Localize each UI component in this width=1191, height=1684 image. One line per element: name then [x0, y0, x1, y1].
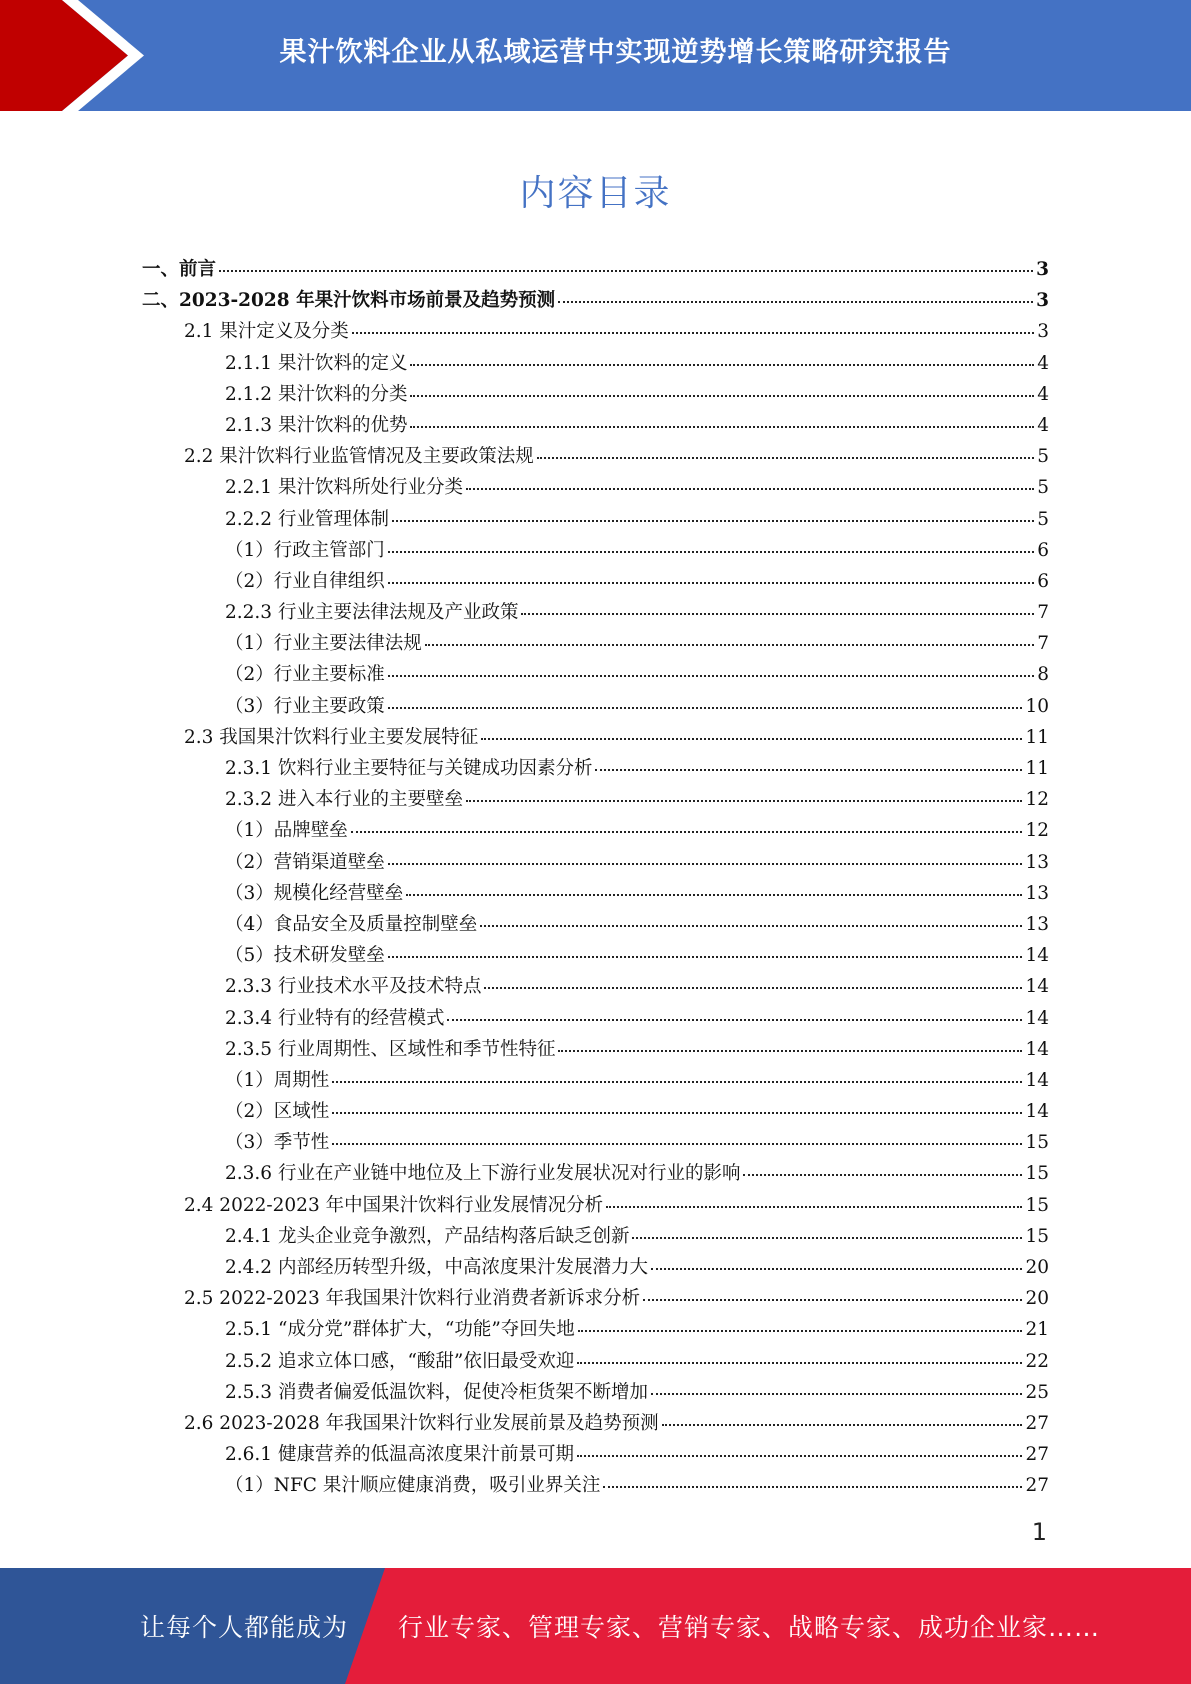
toc-dot-leader: [480, 908, 1022, 927]
toc-entry[interactable]: [142, 1284, 1049, 1315]
toc-entry-page: 6: [1037, 539, 1049, 561]
toc-dot-leader: [351, 815, 1023, 834]
toc-dot-leader: [410, 347, 1034, 366]
toc-entry-page: 20: [1025, 1288, 1049, 1310]
toc-entry-page: 5: [1037, 477, 1049, 499]
footer-band: [0, 1568, 1191, 1684]
toc-entry[interactable]: [142, 723, 1049, 754]
toc-dot-leader: [406, 877, 1022, 896]
toc-entry-label: （1）NFC 果汁顺应健康消费，吸引业界关注: [225, 1475, 601, 1497]
toc-dot-leader: [606, 1189, 1022, 1208]
toc-entry[interactable]: [142, 1347, 1049, 1378]
toc-entry[interactable]: [142, 1378, 1049, 1409]
toc-entry[interactable]: [142, 286, 1049, 317]
page-number: 1: [1031, 1518, 1047, 1546]
toc-entry[interactable]: [142, 1191, 1049, 1222]
toc-entry-label: 2.1.1 果汁饮料的定义: [225, 352, 408, 374]
toc-entry-page: 4: [1037, 352, 1049, 374]
toc-entry-page: 13: [1025, 851, 1049, 873]
toc-entry-page: 20: [1025, 1257, 1049, 1278]
toc-entry-page: 15: [1025, 1132, 1049, 1154]
toc-entry[interactable]: [142, 505, 1049, 536]
toc-entry-label: （3）行业主要政策: [225, 695, 385, 717]
footer-slogan-left: 让每个人都能成为: [140, 1613, 349, 1642]
toc-entry[interactable]: [142, 972, 1049, 1003]
toc-entry[interactable]: [142, 380, 1049, 411]
toc-dot-leader: [558, 1033, 1022, 1052]
toc-entry[interactable]: [142, 411, 1049, 442]
table-of-contents: [142, 255, 1049, 1503]
toc-entry-page: 14: [1025, 1038, 1049, 1060]
toc-entry-label: （3）季节性: [225, 1132, 330, 1154]
toc-entry-label: （1）周期性: [225, 1069, 330, 1091]
toc-entry-label: 2.2.3 行业主要法律法规及产业政策: [225, 602, 519, 624]
toc-entry-page: 5: [1037, 446, 1049, 468]
toc-entry-label: 2.6.1 健康营养的低温高浓度果汁前景可期: [225, 1444, 574, 1466]
toc-entry[interactable]: [142, 1066, 1049, 1097]
toc-entry[interactable]: [142, 255, 1049, 286]
toc-entry[interactable]: [142, 754, 1049, 785]
toc-entry-label: （3）规模化经营壁垒: [225, 882, 404, 904]
toc-entry-label: 2.2 果汁饮料行业监管情况及主要政策法规: [184, 446, 534, 468]
toc-entry-page: 14: [1025, 1007, 1049, 1029]
toc-entry-page: 27: [1025, 1475, 1049, 1497]
toc-dot-leader: [388, 846, 1023, 865]
toc-entry-label: （1）行业主要法律法规: [225, 633, 422, 655]
toc-entry-page: 14: [1025, 1069, 1049, 1091]
toc-entry-page: 10: [1025, 695, 1049, 717]
toc-entry[interactable]: [142, 1159, 1049, 1190]
toc-dot-leader: [662, 1407, 1023, 1426]
toc-dot-leader: [743, 1158, 1022, 1177]
footer-slogan-right: 行业专家、管理专家、营销专家、战略专家、成功企业家……: [398, 1613, 1101, 1642]
toc-entry-label: 一、前言: [142, 259, 217, 280]
toc-dot-leader: [466, 472, 1034, 491]
toc-dot-leader: [332, 1095, 1022, 1114]
toc-entry[interactable]: [142, 910, 1049, 941]
toc-entry[interactable]: [142, 317, 1049, 348]
toc-entry-page: 15: [1025, 1194, 1049, 1216]
toc-dot-leader: [632, 1220, 1022, 1239]
toc-entry-label: 二、2023-2028 年果汁饮料市场前景及趋势预测: [142, 290, 556, 312]
toc-dot-leader: [577, 1438, 1022, 1457]
toc-entry-label: 2.3.2 进入本行业的主要壁垒: [225, 789, 463, 811]
toc-dot-leader: [447, 1002, 1022, 1021]
toc-dot-leader: [578, 1314, 1023, 1333]
toc-entry-label: 2.2.1 果汁饮料所处行业分类: [225, 477, 463, 499]
toc-entry-page: 5: [1037, 508, 1049, 530]
toc-entry[interactable]: [142, 1440, 1049, 1471]
toc-entry-label: （2）行业自律组织: [225, 570, 385, 592]
toc-entry[interactable]: [142, 1097, 1049, 1128]
toc-entry-label: （2）营销渠道壁垒: [225, 851, 385, 873]
toc-entry-page: 7: [1037, 633, 1049, 655]
toc-entry-label: （5）技术研发壁垒: [225, 945, 385, 967]
toc-entry-page: 14: [1025, 1101, 1049, 1123]
toc-entry-page: 13: [1025, 882, 1049, 904]
toc-entry-label: 2.3 我国果汁饮料行业主要发展特征: [184, 726, 479, 748]
toc-entry-page: 3: [1036, 259, 1049, 280]
toc-entry-label: 2.3.5 行业周期性、区域性和季节性特征: [225, 1038, 556, 1060]
toc-dot-leader: [332, 1127, 1022, 1146]
toc-entry[interactable]: [142, 567, 1049, 598]
toc-dot-leader: [388, 690, 1023, 709]
toc-entry-label: 2.4.2 内部经历转型升级，中高浓度果汁发展潜力大: [225, 1257, 648, 1278]
toc-entry-label: （2）区域性: [225, 1101, 330, 1123]
toc-entry-page: 22: [1025, 1350, 1049, 1372]
toc-dot-leader: [643, 1283, 1022, 1302]
toc-entry-page: 8: [1037, 664, 1049, 686]
toc-entry-page: 4: [1037, 383, 1049, 405]
toc-dot-leader: [388, 534, 1034, 553]
toc-entry-page: 13: [1025, 913, 1049, 935]
toc-entry-label: 2.4.1 龙头企业竞争激烈，产品结构落后缺乏创新: [225, 1225, 630, 1247]
toc-entry-label: （1）行政主管部门: [225, 539, 385, 561]
toc-entry-page: 6: [1037, 570, 1049, 592]
toc-dot-leader: [537, 440, 1034, 459]
toc-dot-leader: [521, 596, 1034, 615]
toc-entry[interactable]: [142, 941, 1049, 972]
toc-entry[interactable]: [142, 536, 1049, 567]
toc-entry[interactable]: [142, 1471, 1049, 1502]
toc-dot-leader: [595, 752, 1022, 771]
toc-entry[interactable]: [142, 816, 1049, 847]
toc-dot-leader: [388, 939, 1023, 958]
toc-entry-label: 2.1.2 果汁饮料的分类: [225, 383, 408, 405]
toc-heading: 内容目录: [519, 173, 672, 214]
toc-entry-label: （2）行业主要标准: [225, 664, 385, 686]
toc-entry-page: 14: [1025, 976, 1049, 998]
toc-dot-leader: [577, 1345, 1022, 1364]
toc-dot-leader: [484, 971, 1022, 990]
toc-entry-label: 2.3.4 行业特有的经营模式: [225, 1007, 445, 1029]
toc-entry-label: （4）食品安全及质量控制壁垒: [225, 913, 478, 935]
toc-entry[interactable]: [142, 1409, 1049, 1440]
toc-dot-leader: [392, 503, 1034, 522]
toc-dot-leader: [651, 1251, 1022, 1270]
toc-entry-page: 25: [1025, 1381, 1049, 1403]
toc-dot-leader: [466, 784, 1022, 803]
toc-entry-label: 2.5.1 “成分党”群体扩大，“功能”夺回失地: [225, 1319, 575, 1341]
toc-entry-label: 2.3.1 饮料行业主要特征与关键成功因素分析: [225, 758, 593, 779]
toc-dot-leader: [388, 659, 1034, 678]
toc-entry[interactable]: [142, 1222, 1049, 1253]
toc-entry[interactable]: [142, 1004, 1049, 1035]
toc-entry-page: 15: [1025, 1225, 1049, 1247]
toc-dot-leader: [219, 253, 1033, 272]
toc-entry-page: 11: [1025, 758, 1049, 779]
toc-entry-label: 2.4 2022-2023 年中国果汁饮料行业发展情况分析: [184, 1194, 604, 1216]
toc-entry-page: 27: [1025, 1444, 1049, 1466]
toc-dot-leader: [410, 409, 1034, 428]
toc-entry[interactable]: [142, 660, 1049, 691]
toc-entry[interactable]: [142, 879, 1049, 910]
toc-entry-label: 2.6 2023-2028 年我国果汁饮料行业发展前景及趋势预测: [184, 1412, 659, 1434]
toc-entry-page: 15: [1025, 1163, 1049, 1185]
toc-entry-label: 2.3.6 行业在产业链中地位及上下游行业发展状况对行业的影响: [225, 1163, 741, 1185]
toc-entry-page: 14: [1025, 945, 1049, 967]
toc-entry-page: 11: [1025, 726, 1049, 748]
toc-entry[interactable]: [142, 1315, 1049, 1346]
toc-dot-leader: [410, 378, 1034, 397]
toc-entry[interactable]: [142, 785, 1049, 816]
toc-dot-leader: [352, 316, 1034, 335]
report-header-band: [0, 0, 1191, 111]
toc-entry-label: 2.5.3 消费者偏爱低温饮料，促使冷柜货架不断增加: [225, 1381, 648, 1403]
toc-entry[interactable]: [142, 598, 1049, 629]
toc-entry[interactable]: [142, 473, 1049, 504]
toc-dot-leader: [425, 628, 1034, 647]
toc-entry-label: 2.5 2022-2023 年我国果汁饮料行业消费者新诉求分析: [184, 1288, 641, 1310]
toc-entry-page: 7: [1037, 602, 1049, 624]
toc-entry-label: 2.1 果汁定义及分类: [184, 321, 349, 343]
toc-entry-page: 3: [1037, 321, 1049, 343]
toc-entry-label: 2.1.3 果汁饮料的优势: [225, 414, 408, 436]
toc-entry-page: 3: [1036, 290, 1049, 312]
toc-entry[interactable]: [142, 1253, 1049, 1284]
toc-entry-label: 2.2.2 行业管理体制: [225, 508, 389, 530]
toc-dot-leader: [651, 1376, 1022, 1395]
toc-entry[interactable]: [142, 629, 1049, 660]
toc-dot-leader: [332, 1064, 1022, 1083]
toc-dot-leader: [388, 565, 1034, 584]
toc-entry-label: 2.3.3 行业技术水平及技术特点: [225, 976, 482, 998]
toc-entry-page: 12: [1025, 789, 1049, 811]
toc-entry-page: 21: [1025, 1319, 1049, 1341]
toc-entry[interactable]: [142, 1128, 1049, 1159]
report-title: 果汁饮料企业从私域运营中实现逆势增长策略研究报告: [279, 36, 952, 68]
toc-dot-leader: [558, 285, 1033, 304]
toc-entry-label: （1）品牌壁垒: [225, 820, 348, 842]
toc-entry[interactable]: [142, 1035, 1049, 1066]
toc-entry[interactable]: [142, 442, 1049, 473]
toc-entry[interactable]: [142, 349, 1049, 380]
toc-dot-leader: [481, 721, 1022, 740]
header-red-chevron: [0, 0, 150, 111]
toc-dot-leader: [603, 1470, 1022, 1489]
toc-entry-page: 27: [1025, 1412, 1049, 1434]
toc-entry[interactable]: [142, 848, 1049, 879]
toc-entry-label: 2.5.2 追求立体口感，“酸甜”依旧最受欢迎: [225, 1350, 575, 1372]
toc-entry-page: 4: [1037, 414, 1049, 436]
toc-entry-page: 12: [1025, 820, 1049, 842]
toc-entry[interactable]: [142, 692, 1049, 723]
